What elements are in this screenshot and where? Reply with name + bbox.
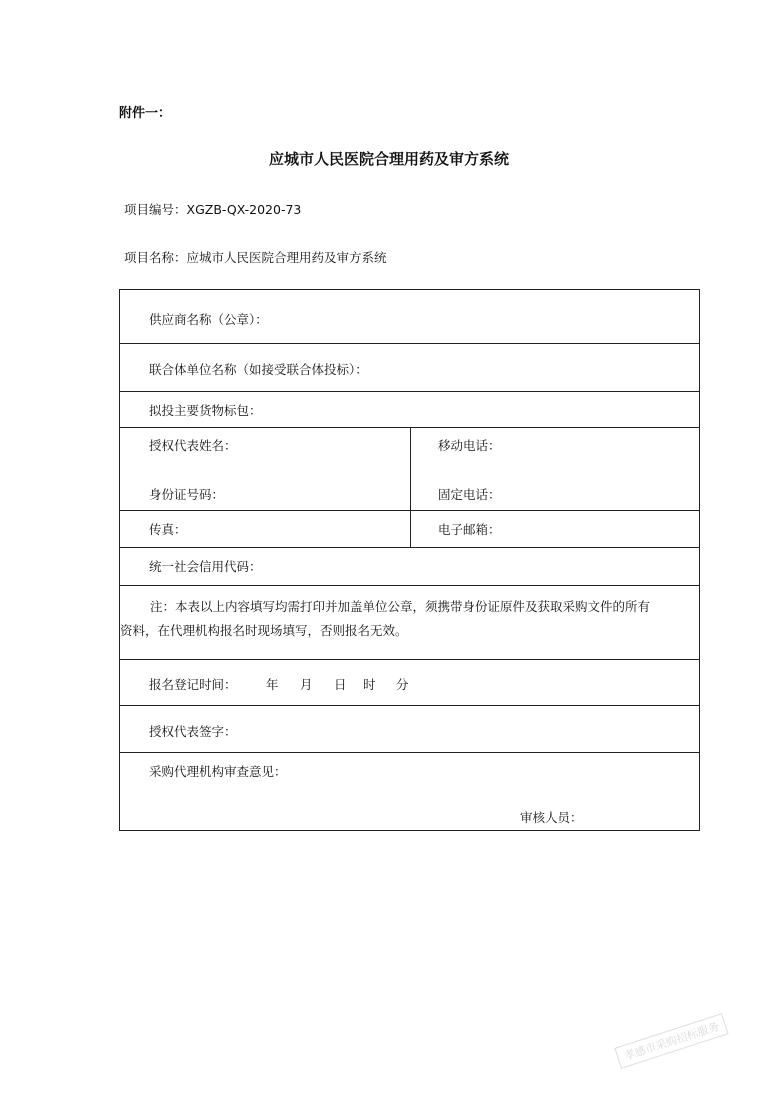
- registration-form: [119, 289, 700, 831]
- attachment-label: 附件一：: [119, 106, 172, 121]
- note-line-2: 资料，在代理机构报名时现场填写，否则报名无效。: [120, 623, 408, 638]
- reg-month: 月: [300, 677, 313, 692]
- row-divider: [120, 705, 699, 706]
- reg-day: 日: [334, 677, 347, 692]
- reg-year: 年: [266, 677, 279, 692]
- credit-code-field[interactable]: 统一社会信用代码：: [149, 559, 262, 574]
- document-title: 应城市人民医院合理用药及审方系统: [268, 150, 509, 168]
- reviewer-field[interactable]: 审核人员：: [520, 810, 583, 825]
- row-divider: [120, 752, 699, 753]
- signature-field[interactable]: 授权代表签字：: [149, 724, 237, 739]
- package-field[interactable]: 拟投主要货物标包：: [149, 403, 262, 418]
- row-divider: [120, 659, 699, 660]
- fax-field[interactable]: 传真：: [149, 522, 187, 537]
- column-divider: [410, 427, 411, 547]
- note-line-1: 注：本表以上内容填写均需打印并加盖单位公章，须携带身份证原件及获取采购文件的所有: [150, 599, 651, 614]
- rep-name-field[interactable]: 授权代表姓名：: [149, 438, 237, 453]
- form-note: [120, 595, 699, 643]
- row-divider: [120, 547, 699, 548]
- row-divider: [120, 391, 699, 392]
- row-divider: [120, 343, 699, 344]
- project-number: 项目编号：XGZB-QX-2020-73: [124, 202, 302, 217]
- reg-minute: 分: [396, 677, 409, 692]
- project-name: 项目名称：应城市人民医院合理用药及审方系统: [124, 250, 387, 265]
- watermark: 孝感市采购招标服务: [614, 1013, 728, 1069]
- landline-field[interactable]: 固定电话：: [438, 487, 501, 502]
- row-divider: [120, 585, 699, 586]
- reg-hour: 时: [363, 677, 376, 692]
- mobile-field[interactable]: 移动电话：: [438, 438, 501, 453]
- registration-time-label: 报名登记时间：: [149, 677, 237, 692]
- email-field[interactable]: 电子邮箱：: [438, 522, 501, 537]
- id-number-field[interactable]: 身份证号码：: [149, 487, 225, 502]
- supplier-name-field[interactable]: 供应商名称（公章）：: [149, 312, 268, 327]
- agency-opinion-field[interactable]: 采购代理机构审查意见：: [149, 764, 287, 779]
- consortium-name-field[interactable]: 联合体单位名称（如接受联合体投标）：: [149, 362, 368, 377]
